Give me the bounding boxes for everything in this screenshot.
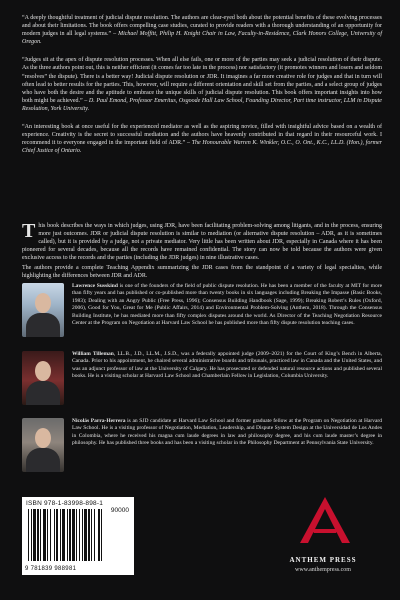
author-bio [72,283,382,337]
barcode-bar [62,509,65,561]
barcode-bar [50,509,51,561]
logo-a-bar [312,529,338,533]
barcode-bar [91,509,92,561]
book-description [22,222,382,262]
author-susskind [22,283,382,337]
endorsement-text: “Judges sit at the apex of dispute resolution processes. When all else fails, one or more of the parties may seek a judicial resolution of their dispute. As the three authors point out, this is neither efficient (it comes far too late in the process) nor satisfactory (it promotes winners and losers and seldom “resolves” the dispute). There is a better way! Judicial dispute resolution or JDR. It imagines a far more creative role for judges and that in turn will often lead to better results for the parties. This, however, will require a different orientation and skill set from the parties, and a select group of judges who have both the desire and the aptitude to embrace the unique skills of judicial dispute resolution. This book offers important insights into how both might be achieved.” [22,57,382,104]
author-tilleman [22,351,382,405]
face-shape [35,428,51,448]
author-photo [22,418,64,472]
logo-a-left [300,497,325,543]
barcode-bar [28,509,29,561]
barcode-bar [69,509,71,561]
endorsement-text: “A deeply thoughtful treatment of judicial dispute resolution. The authors are clear-eyed both about the potential benefits of these evolving processes and about their limitations. The book offers compelling case studies, curated to provide readers with a thorough understanding of an opportunity for modern judges in all legal systems.” [22,15,382,38]
author-bio-text: is an SJD candidate at Harvard Law School and former graduate fellow at the Program on Negotiation at Harvard Law School. He is a visiting professor of Negotiation, Mediation, Leadership, and Dispute System Design at the Universidad de Los Andes in Colombia, where he received his magna cum laude degrees in law and philosophy degree, and his cum laude master’s degree in philosophy. He has published three books and has been a visiting scholar in the Philosophy Department at Pennsylvania State University. [72,418,382,447]
publisher-name: ANTHEM PRESS [289,556,357,564]
author-name: Lawrence Susskind [72,283,118,289]
barcode-bar [82,509,83,561]
author-name: William Tilleman [72,351,114,357]
endorsement-attribution: – D. Paul Emond, Professor Emeritus, Osgoode Hall Law School, Founding Director, Part time instructor, LLM in Dispute Resolution, York University. [22,97,382,112]
barcode-bars [28,509,128,561]
body-shape [26,381,60,405]
barcode-bar [56,509,58,561]
author-photo [22,283,64,337]
endorsement-2 [22,56,382,113]
barcode-bar [84,509,87,561]
barcode-bar [43,509,46,561]
barcode-bar [88,509,90,561]
logo-a-right [325,497,350,543]
author-parra-herrera [22,418,382,472]
isbn-label: ISBN 978-1-83998-898-1 [26,500,104,507]
barcode-bar [98,509,100,561]
body-shape [26,448,60,472]
barcode-bar [37,509,39,561]
endorsement-1 [22,14,382,46]
barcode-bar [54,509,55,561]
description-text-2: The authors provide a complete Teaching Appendix summarizing the JDR cases from the standpoint of a variety of legal specialties, while highlighting the differences between JDR and ADR. [22,265,382,280]
book-description-appendix [22,264,382,280]
author-name: Nicolás Parra-Herrera [72,418,126,424]
barcode-bar [47,509,48,561]
author-bio [72,351,382,405]
barcode-bar [67,509,68,561]
isbn-barcode [22,497,134,575]
endorsements [22,14,382,165]
barcode-bar [72,509,75,561]
face-shape [35,293,51,313]
author-photo [22,351,64,405]
endorsement-attribution: – The Honourable Warren K. Winkler, O.C., O. Ont., K.C., LL.D. (Hon.), former Chief Justice of Ontario. [22,140,382,155]
barcode-bar [60,509,61,561]
price-code: 90000 [110,507,129,514]
barcode-number: 9 781839 988981 [25,566,77,572]
body-shape [26,313,60,337]
barcode-bar [40,509,41,561]
anthem-press-logo [290,495,360,545]
description-text: his book describes the ways in which judges, using JDR, have been facilitating problem-solving among litigants, and in the process, ensuring more just outcomes. JDR or judicial dispute resolution is similar to mediation (or alternative dispute resolution – ADR, as it is sometimes called), but it is provided by a judge, not a private mediator. Very little has been written about JDR, especially in Canada where it has been pioneered for several decades, because all the records have remained confidential. The story can now be told because the authors were given exclusive access to the records and the parties (including the JDR judges) in nine illustrative cases. [22,223,382,262]
author-bio-text: , LL.B., J.D., LL.M., J.S.D., was a federally appointed judge (2009–2021) for the Court of King’s Bench in Alberta, Canada. Prior to his appointment, he chaired several administrative boards and tribunals, practiced law in Canada and the United States, and was an adjunct professor of law at the University of Calgary. He has prosecuted or defended natural resource actions and published several books. He is a visiting scholar at Harvard Law School and Chamberlain Fellow in Legislation, Columbia University. [72,351,382,380]
drop-cap: T [22,220,36,242]
endorsement-3 [22,123,382,155]
endorsement-text: “An interesting book at once useful for the experienced mediator as well as the aspiring novice, filled with insightful advice based on a wealth of experience. Creativity is the secret to successful mediation and the authors have heavenly contributed in that regard in their resourceful work. I recommend it to everyone engaged in the important field of ADR.” [22,124,382,147]
barcode-bar [101,509,102,561]
face-shape [35,361,51,381]
publisher-url[interactable]: www.anthempress.com [295,567,351,573]
barcode-bar [31,509,32,561]
barcode-bar [76,509,77,561]
barcode-bar [94,509,95,561]
author-bio-text: is one of the founders of the field of public dispute resolution. He has been a member of the faculty at MIT for more than fifty years and has published or co-published more than twenty books in six languages including Breaking the Impasse (Basic Books, 1983); Dealing with an Angry Public (Free Press, 1996); Consensus Building Handbook (Sage, 1999); Breaking Robert’s Rules (Oxford, 2006), Good for You, Great for Me (Public Affairs, 2014) and Environmental Problem-Solving (Anthem, 2018). Through the Consensus Building Institute, he has mediated more than fifty complex disputes around the world. As Director of the Teaching Negotiation Resource Center at the Program on Negotiation at Harvard Law School he has published more than fifty dispute resolution teaching cases. [72,283,383,327]
barcode-bar [33,509,36,561]
author-bio [72,418,382,472]
endorsement-attribution: – Michael Moffitt, Philip H. Knight Chair in Law, Faculty-in-Residence, Clark Honors College, University of Oregon. [22,31,382,46]
barcode-bar [79,509,80,561]
